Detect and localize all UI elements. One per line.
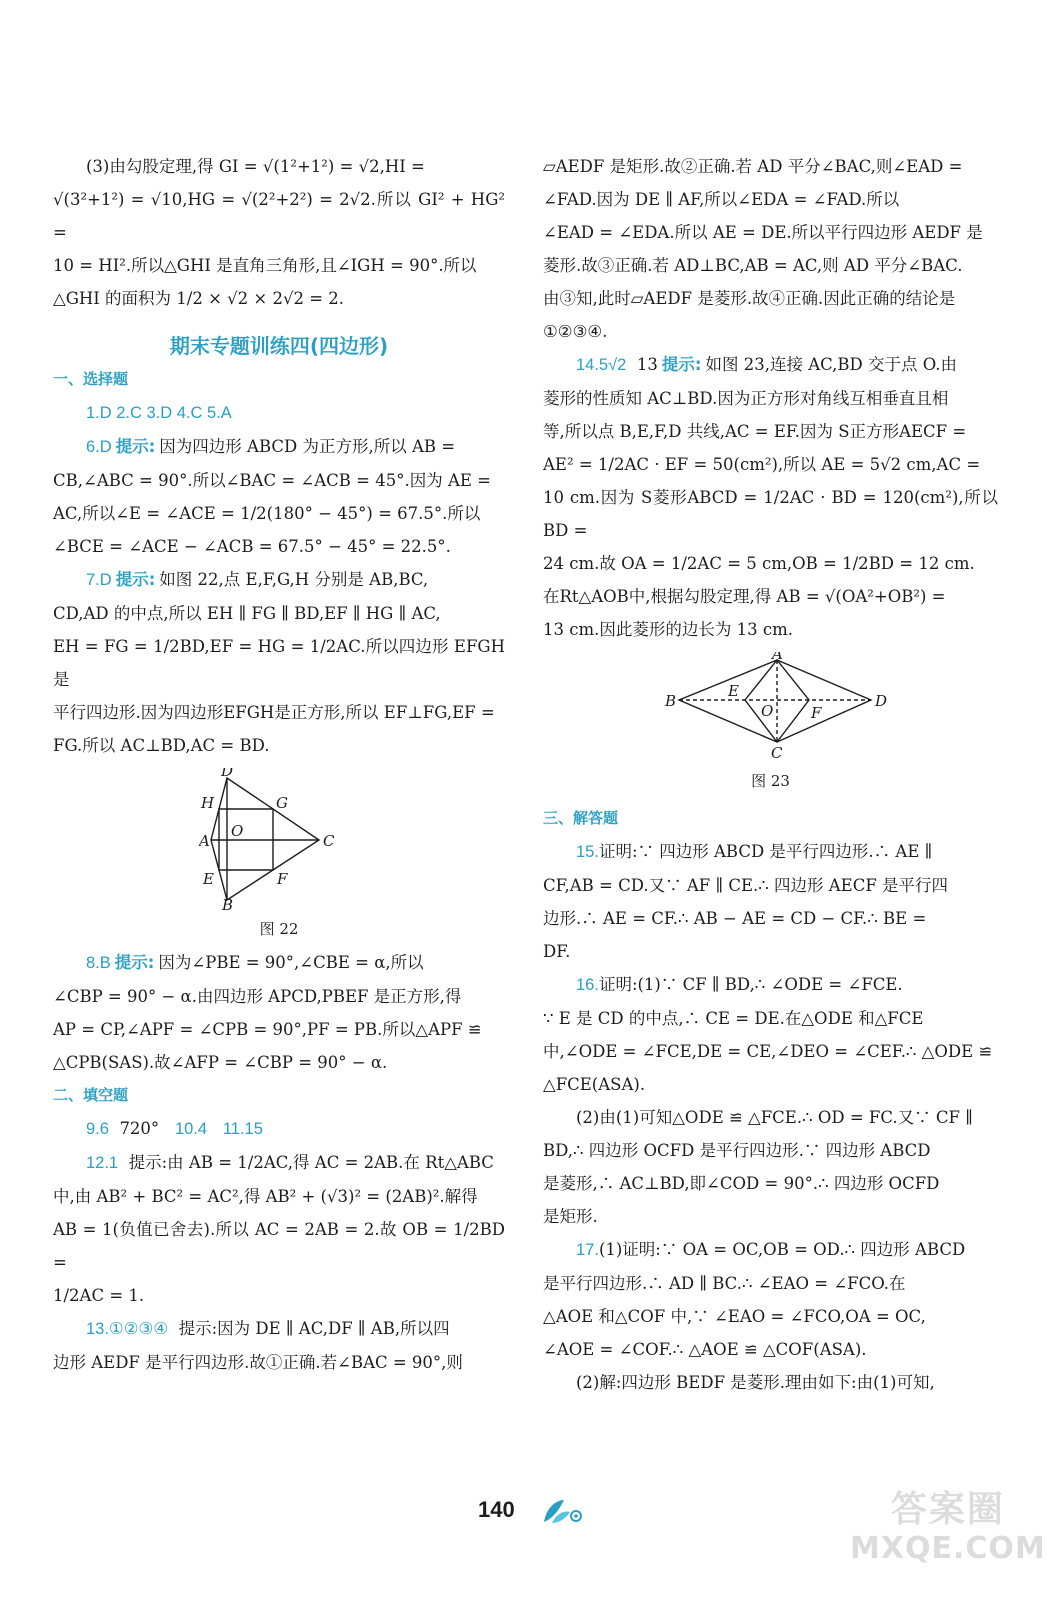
figure-22-caption: 图 22 xyxy=(259,920,299,938)
q16-line-8: 是矩形. xyxy=(543,1207,598,1226)
q-ghi-line-3: 10 = HI².所以△GHI 是直角三角形,且∠IGH = 90°.所以 xyxy=(53,256,477,275)
q13-cont-line-1: ▱AEDF 是矩形.故②正确.若 AD 平分∠BAC,则∠EAD = xyxy=(543,157,963,176)
q6-line-3: AC,所以∠E = ∠ACE = 1/2(180° − 45°) = 67.5°.所以 xyxy=(53,504,481,523)
q9-number: 9.6 xyxy=(86,1120,109,1138)
fig23-label-b: B xyxy=(664,692,676,710)
fig22-label-c: C xyxy=(323,832,335,850)
figure-23-diagram xyxy=(651,652,891,762)
watermark xyxy=(850,1488,1046,1566)
q14-number: 14.5√2 xyxy=(576,356,627,374)
q16-line-5: (2)由(1)可知△ODE ≌ △FCE.∴ OD = FC.又∵ CF ∥ xyxy=(576,1108,973,1127)
q13-line-2: 边形 AEDF 是平行四边形.故①正确.若∠BAC = 90°,则 xyxy=(53,1353,463,1372)
fig22-label-e: E xyxy=(203,870,214,888)
page-number: 140 xyxy=(478,1497,515,1522)
q6-line-2: CB,∠ABC = 90°.所以∠BAC = ∠ACB = 45°.因为 AE = xyxy=(53,471,491,490)
q6-text-1: 因为四边形 ABCD 为正方形,所以 AB = xyxy=(159,437,456,456)
q14-line-6: 24 cm.故 OA = 1/2AC = 5 cm,OB = 1/2BD = 12 cm. xyxy=(543,554,975,573)
q10-number: 10.4 xyxy=(174,1120,208,1138)
fig23-label-o: O xyxy=(760,702,773,720)
q7-line-4: 平行四边形.因为四边形EFGH是正方形,所以 EF⊥FG,EF = xyxy=(53,703,495,722)
q16-line-3: 中,∠ODE = ∠FCE,DE = CE,∠DEO = ∠CEF.∴ △ODE ≌ xyxy=(543,1042,993,1061)
q7-number: 7.D xyxy=(86,571,112,589)
q9-value: 720° xyxy=(119,1119,160,1138)
fig23-label-e: E xyxy=(727,682,739,700)
q8-line-4: △CPB(SAS).故∠AFP = ∠CBP = 90° − α. xyxy=(53,1053,388,1072)
q7-line-5: FG.所以 AC⊥BD,AC = BD. xyxy=(53,736,270,755)
q14-line-2: 菱形的性质知 AC⊥BD.因为正方形对角线互相垂直且相 xyxy=(543,389,949,408)
q17-line-3: △AOE 和△COF 中,∵ ∠EAO = ∠FCO,OA = OC, xyxy=(543,1307,926,1326)
q16-line-6: BD,∴ 四边形 OCFD 是平行四边形.∵ 四边形 ABCD xyxy=(543,1141,931,1160)
left-column xyxy=(53,150,505,1379)
rhombus-abcd xyxy=(679,660,871,742)
q13-cont-line-5: 由③知,此时▱AEDF 是菱形.故④正确.因此正确的结论是 xyxy=(543,289,956,308)
q15-line-1 xyxy=(543,835,998,869)
q14-line-4: AE² = 1/2AC · EF = 50(cm²),所以 AE = 5√2 cm,AC = xyxy=(543,455,981,474)
q14-value: 13 xyxy=(636,355,658,374)
q8-text-1: 因为∠PBE = 90°,∠CBE = α,所以 xyxy=(158,953,424,972)
q13-number: 13.①②③④ xyxy=(86,1320,169,1338)
fig23-label-d: D xyxy=(874,692,887,710)
q15-line-4: DF. xyxy=(543,942,571,961)
q15-number: 15. xyxy=(576,843,599,861)
q-ghi-line-2: √(3²+1²) = √10,HG = √(2²+2²) = 2√2.所以 GI² + HG² = xyxy=(53,190,505,242)
fig22-label-g: G xyxy=(276,794,288,812)
q15-line-3: 边形.∴ AE = CF.∴ AB − AE = CD − CF.∴ BE = xyxy=(543,909,927,928)
q8-line-2: ∠CBP = 90° − α.由四边形 APCD,PBEF 是正方形,得 xyxy=(53,987,462,1006)
fig22-label-f: F xyxy=(277,870,288,888)
figure-23-caption: 图 23 xyxy=(751,772,790,790)
q12-number: 12.1 xyxy=(86,1154,119,1172)
q8-line-1 xyxy=(53,946,505,980)
q13-cont-line-3: ∠EAD = ∠EDA.所以 AE = DE.所以平行四边形 AEDF 是 xyxy=(543,223,983,242)
q14-text-1: 如图 23,连接 AC,BD 交于点 O.由 xyxy=(705,355,958,374)
q13-cont-line-2: ∠FAD.因为 DE ∥ AF,所以∠EDA = ∠FAD.所以 xyxy=(543,190,900,209)
q14-line-8: 13 cm.因此菱形的边长为 13 cm. xyxy=(543,620,793,639)
q8-line-3: AP = CP,∠APF = ∠CPB = 90°,PF = PB.所以△APF ≌ xyxy=(53,1020,482,1039)
q17-number: 17. xyxy=(576,1241,599,1259)
q13-text-1: 提示:因为 DE ∥ AC,DF ∥ AB,所以四 xyxy=(178,1319,450,1338)
fig22-label-h: H xyxy=(201,794,215,812)
mc-answer-list: 1.D 2.C 3.D 4.C 5.A xyxy=(86,404,232,422)
q13-cont-line-4: 菱形.故③正确.若 AD⊥BC,AB = AC,则 AD 平分∠BAC. xyxy=(543,256,963,275)
q7-line-2: CD,AD 的中点,所以 EH ∥ FG ∥ BD,EF ∥ HG ∥ AC, xyxy=(53,604,441,623)
q12-text-1: 提示:由 AB = 1/2AC,得 AC = 2AB.在 Rt△ABC xyxy=(128,1153,494,1172)
q6-line-1 xyxy=(53,430,505,464)
q8-hint-label: 提示: xyxy=(114,953,155,972)
q16-line-7: 是菱形,∴ AC⊥BD,即∠COD = 90°.∴ 四边形 OCFD xyxy=(543,1174,940,1193)
q16-text-1: 证明:(1)∵ CF ∥ BD,∴ ∠ODE = ∠FCE. xyxy=(598,975,903,994)
watermark-cn: 答案圈 xyxy=(890,1489,1005,1530)
q7-line-3: EH = FG = 1/2BD,EF = HG = 1/2AC.所以四边形 EFGH 是 xyxy=(53,637,505,689)
figure-22-diagram xyxy=(199,768,359,910)
section-heading-choice: 一、选择题 xyxy=(53,370,129,388)
fig23-label-f: F xyxy=(810,704,821,722)
q14-line-7: 在Rt△AOB中,根据勾股定理,得 AB = √(OA²+OB²) = xyxy=(543,587,946,606)
q12-line-4: 1/2AC = 1. xyxy=(53,1286,145,1305)
q11-number: 11.15 xyxy=(222,1120,263,1138)
q9-11-line xyxy=(53,1112,505,1146)
fig23-label-c: C xyxy=(770,744,782,762)
fig22-label-d: D xyxy=(221,768,234,780)
q-ghi-line-4: △GHI 的面积为 1/2 × √2 × 2√2 = 2. xyxy=(53,289,345,308)
q12-line-3: AB = 1(负值已舍去).所以 AC = 2AB = 2.故 OB = 1/2BD = xyxy=(53,1220,505,1272)
fig23-label-a: A xyxy=(771,652,783,663)
fig22-label-a: A xyxy=(199,832,210,850)
figure-22 xyxy=(53,768,505,914)
q15-line-2: CF,AB = CD.又∵ AF ∥ CE.∴ 四边形 AECF 是平行四 xyxy=(543,876,949,895)
q14-line-3: 等,所以点 B,E,F,D 共线,AC = EF.因为 S正方形AECF = xyxy=(543,422,967,441)
q17-line-5: (2)解:四边形 BEDF 是菱形.理由如下:由(1)可知, xyxy=(576,1373,935,1392)
fig22-label-b: B xyxy=(222,896,234,910)
q6-line-4: ∠BCE = ∠ACE − ∠ACB = 67.5° − 45° = 22.5°. xyxy=(53,537,451,556)
q17-line-1 xyxy=(543,1233,998,1267)
q14-line-1 xyxy=(543,348,998,382)
leaf-swirl-icon xyxy=(540,1496,584,1526)
right-column xyxy=(543,150,998,1399)
q14-hint-label: 提示: xyxy=(661,355,702,374)
q13-line-1 xyxy=(53,1312,505,1346)
mc-answers xyxy=(53,396,505,430)
q17-line-4: ∠AOE = ∠COF.∴ △AOE ≌ △COF(ASA). xyxy=(543,1340,867,1359)
q15-text-1: 证明:∵ 四边形 ABCD 是平行四边形.∴ AE ∥ xyxy=(598,842,933,861)
q6-hint-label: 提示: xyxy=(115,437,156,456)
q12-line-2: 中,由 AB² + BC² = AC²,得 AB² + (√3)² = (2AB)².解得 xyxy=(53,1187,478,1206)
q14-line-5: 10 cm.因为 S菱形ABCD = 1/2AC · BD = 120(cm²),所以 BD = xyxy=(543,488,998,540)
section-title: 期末专题训练四(四边形) xyxy=(169,334,389,358)
section-heading-solve: 三、解答题 xyxy=(543,809,619,827)
q7-hint-label: 提示: xyxy=(115,570,156,589)
q12-line-1 xyxy=(53,1146,505,1180)
q7-line-1 xyxy=(53,563,505,597)
fig22-label-o: O xyxy=(231,822,244,840)
q13-cont-line-6: ①②③④. xyxy=(543,322,608,341)
q17-text-1: (1)证明:∵ OA = OC,OB = OD.∴ 四边形 ABCD xyxy=(598,1240,966,1259)
q-ghi-line-1: (3)由勾股定理,得 GI = √(1²+1²) = √2,HI = xyxy=(86,157,425,176)
square-aecf xyxy=(745,660,809,742)
q16-line-2: ∵ E 是 CD 的中点,∴ CE = DE.在△ODE 和△FCE xyxy=(543,1009,924,1028)
q16-line-4: △FCE(ASA). xyxy=(543,1075,646,1094)
q8-number: 8.B xyxy=(86,954,111,972)
q6-number: 6.D xyxy=(86,438,112,456)
section-heading-fill: 二、填空题 xyxy=(53,1086,129,1104)
watermark-en: MXQE.COM xyxy=(850,1531,1046,1566)
figure-23 xyxy=(543,652,998,766)
q16-line-1 xyxy=(543,968,998,1002)
q17-line-2: 是平行四边形.∴ AD ∥ BC.∴ ∠EAO = ∠FCO.在 xyxy=(543,1274,906,1293)
q16-number: 16. xyxy=(576,976,599,994)
q7-text-1: 如图 22,点 E,F,G,H 分别是 AB,BC, xyxy=(159,570,429,589)
